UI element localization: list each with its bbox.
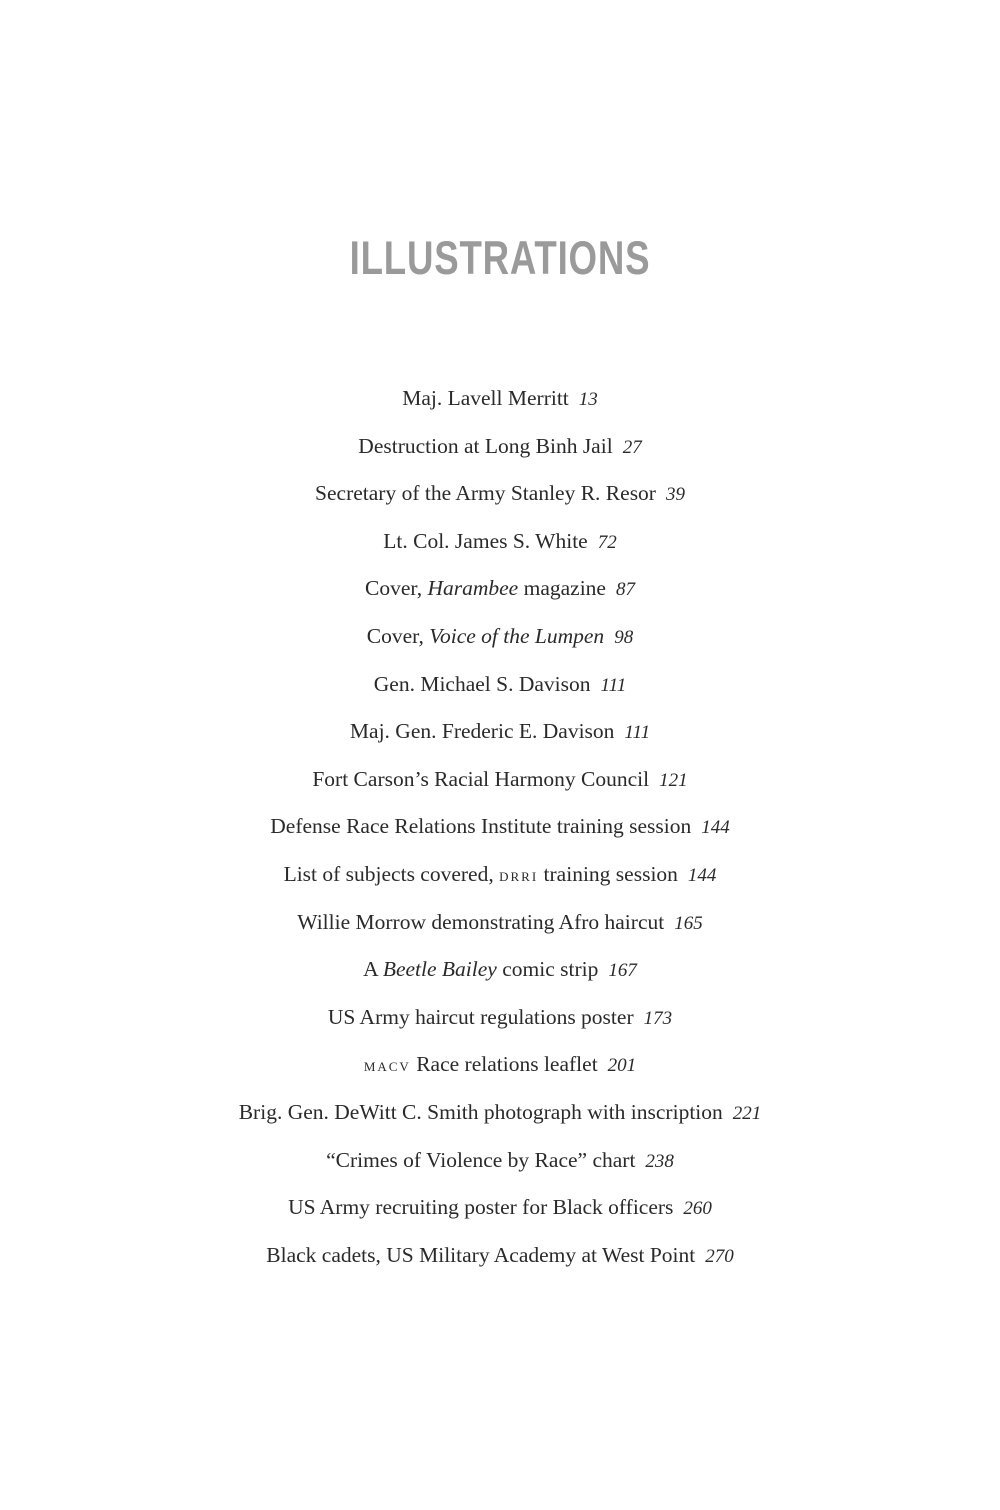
illustrations-list: [0, 375, 1000, 1279]
illustration-caption: [358, 434, 612, 458]
page-number: 27: [622, 436, 642, 458]
page-number: 201: [607, 1055, 637, 1077]
illustration-caption: [328, 1005, 634, 1029]
caption-text: “Crimes of Violence by Race” chart: [326, 1147, 636, 1172]
illustration-caption: [365, 576, 606, 600]
caption-text: A: [363, 957, 383, 982]
page-number: 270: [705, 1245, 734, 1267]
caption-text: magazine: [518, 576, 606, 601]
caption-text: comic strip: [496, 957, 599, 982]
list-item: [0, 470, 1000, 518]
page-number: 39: [665, 484, 685, 506]
page-number: 238: [645, 1150, 674, 1172]
list-item: [0, 565, 1000, 613]
caption-text: Maj. Lavell Merritt: [402, 386, 569, 410]
list-item: [0, 803, 1000, 851]
list-item: [0, 1137, 1000, 1185]
page-title: ILLUSTRATIONS: [349, 231, 651, 284]
caption-text: Destruction at Long Binh Jail: [358, 433, 613, 458]
list-item: [0, 1184, 1000, 1232]
illustration-caption: [402, 386, 569, 410]
illustration-caption: [367, 624, 604, 648]
list-item: [0, 708, 1000, 756]
illustration-caption: [312, 767, 649, 791]
caption-title-italic: Beetle Bailey: [382, 957, 497, 982]
caption-text: Secretary of the Army Stanley R. Resor: [315, 481, 656, 506]
list-item: [0, 1232, 1000, 1280]
caption-title-italic: Harambee: [427, 576, 519, 601]
illustration-caption: [364, 1052, 598, 1076]
list-item: [0, 613, 1000, 661]
page-number: 111: [600, 674, 627, 696]
illustration-caption: [350, 719, 615, 743]
caption-acronym: drri: [499, 864, 539, 886]
list-item: [0, 994, 1000, 1042]
caption-title-italic: Voice of the Lumpen: [429, 623, 605, 648]
caption-acronym: macv: [363, 1055, 411, 1077]
illustration-caption: [297, 910, 664, 934]
illustration-caption: [239, 1100, 723, 1124]
page-number: 111: [624, 722, 651, 744]
list-item: [0, 1041, 1000, 1089]
page-number: 260: [683, 1198, 712, 1220]
illustration-caption: [270, 814, 691, 838]
caption-text: Cover,: [366, 623, 430, 648]
caption-text: Gen. Michael S. Davison: [373, 671, 591, 696]
caption-text: US Army recruiting poster for Black officers: [288, 1195, 674, 1220]
caption-text: training session: [538, 861, 678, 886]
caption-text: Fort Carson’s Racial Harmony Council: [312, 766, 650, 791]
illustration-caption: [374, 672, 591, 696]
list-item: [0, 423, 1000, 471]
caption-text: Defense Race Relations Institute training session: [270, 814, 692, 839]
illustration-caption: [383, 529, 587, 553]
illustration-caption: [326, 1148, 635, 1172]
page-number: 221: [732, 1102, 762, 1124]
caption-text: Willie Morrow demonstrating Afro haircut: [297, 909, 665, 934]
list-item: [0, 851, 1000, 899]
illustration-caption: [288, 1195, 673, 1219]
page-number: 87: [615, 579, 635, 601]
list-item: [0, 899, 1000, 947]
page-number: 144: [701, 817, 730, 839]
page-number: 98: [614, 626, 634, 648]
illustration-caption: [284, 862, 678, 886]
caption-text: List of subjects covered,: [283, 861, 500, 886]
list-item: [0, 375, 1000, 423]
caption-text: US Army haircut regulations poster: [327, 1004, 634, 1029]
list-item: [0, 946, 1000, 994]
illustration-caption: [363, 957, 598, 981]
list-item: [0, 1089, 1000, 1137]
caption-text: Maj. Gen. Frederic E. Davison: [349, 719, 615, 744]
page-number: 173: [643, 1007, 673, 1029]
caption-text: Cover,: [365, 576, 428, 601]
page-number: 165: [674, 912, 703, 934]
caption-text: Black cadets, US Military Academy at West Point: [266, 1242, 696, 1267]
page-number: 167: [608, 960, 637, 982]
page-number: 121: [659, 769, 688, 791]
caption-text: Brig. Gen. DeWitt C. Smith photograph with inscription: [238, 1099, 723, 1124]
page-number: 144: [687, 864, 717, 886]
page-number: 72: [597, 531, 617, 553]
list-item: [0, 661, 1000, 709]
caption-text: Lt. Col. James S. White: [383, 528, 588, 553]
list-item: [0, 756, 1000, 804]
caption-text: Race relations leaflet: [410, 1052, 598, 1077]
illustration-caption: [266, 1243, 695, 1267]
page-number: 13: [578, 389, 598, 410]
list-item: [0, 518, 1000, 566]
illustration-caption: [315, 481, 656, 505]
